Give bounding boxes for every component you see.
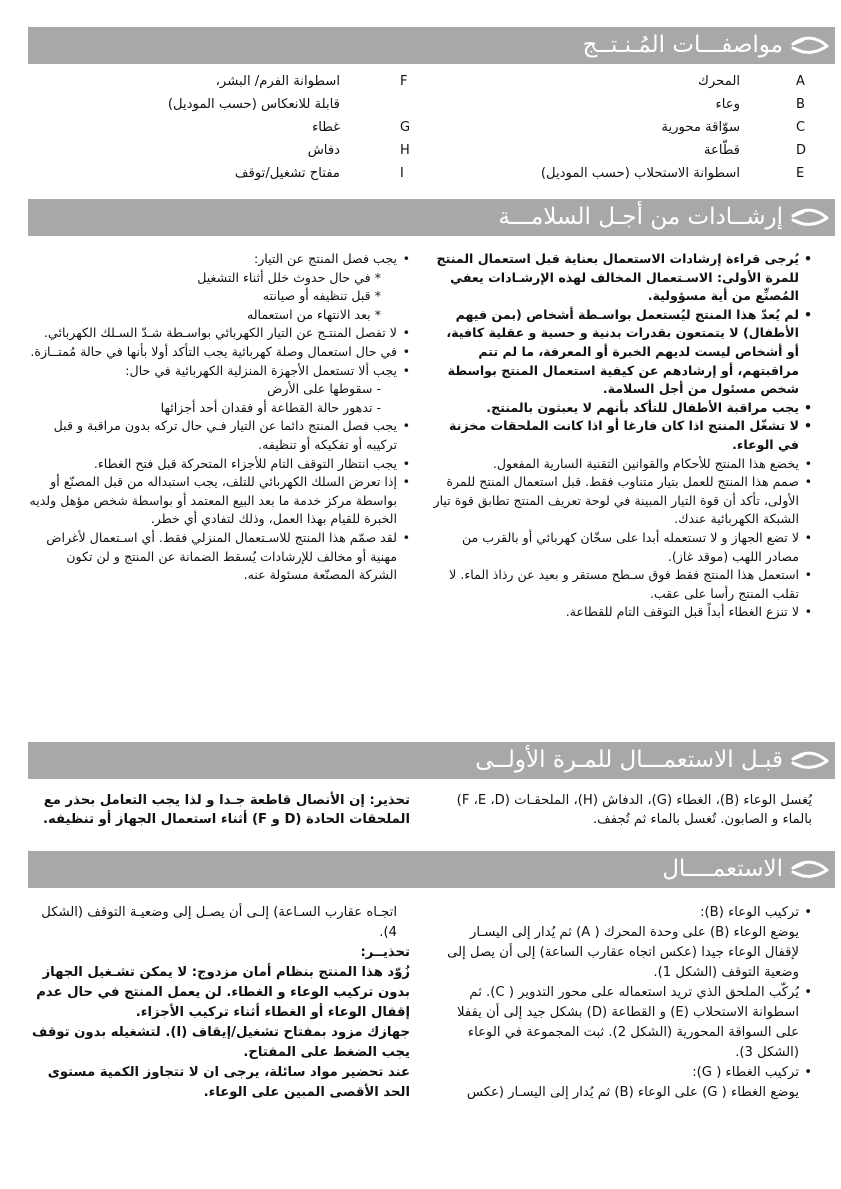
arrow-icon (789, 33, 829, 59)
sub-item: * في حال حدوث خلل أثناء التشغيل (197, 269, 381, 285)
part-label: المحرك (698, 74, 740, 89)
section-header-use (28, 851, 835, 888)
before-use-right (432, 791, 812, 829)
blade-warning: تحذير: إن الأنصال قاطعة جـدا و لذا يجب التعامل بحذر مع الملحقات الحادة (D و F) أثناء استعمال الجهاز أو تنظيفه. (42, 793, 410, 827)
assemble-bowl-title: • تركيب الوعاء (B): (700, 905, 799, 920)
lid-continuation: اتجـاه عقارب السـاعة) إلـى أن يصـل إلى وضعيـة التوقف (الشكل 4). (41, 905, 397, 940)
list-item: • استعمل هذا المنتج فقط فوق سـطح مستقر و بعيد عن رذاذ الماء. لا تقلب المنتج رأسا على عقب. (432, 566, 812, 603)
list-item: • لا تفصل المنتـج عن التيار الكهربائي بواسـطة شـدّ السـلك الكهربائي. (28, 324, 410, 343)
section-title: مواصفـــات المُـنـتــج (582, 32, 783, 58)
part-label: وعاء (715, 97, 740, 112)
list-item: • يجب فصل المنتج دائما عن التيار فـي حال تركه بدون مراقبة و قبل تركيبه أو تفكيكه أو تنظيفه. (28, 417, 410, 454)
section-title: الاستعمــــال (662, 856, 783, 882)
list-item: • في حال استعمال وصلة كهربائية يجب التأكد أولا بأنها في حالة مُمتــازة. (28, 343, 410, 362)
assemble-lid-title: • تركيب الغطاء ( G): (692, 1065, 799, 1080)
part-letter (400, 97, 414, 120)
sub-item: * بعد الانتهاء من استعماله (246, 306, 381, 322)
warning-title: تحذيــر: (360, 945, 410, 960)
use-right-column (432, 903, 812, 1103)
section-header-description (28, 27, 835, 64)
section-title: إرشــادات من أجـل السلامـــة (498, 204, 783, 230)
warning-text: جهازك مزود بمفتاح تشغيل/إيقاف (I). لتشغيله بدون توقف يجب الضغط على المفتاح. (32, 1025, 410, 1060)
part-label: اسطوانة الفرم/ البشر، (215, 74, 340, 89)
use-left-column (28, 903, 410, 1103)
list-item: • لقد صمّم هذا المنتج للاسـتعمال المنزلي فقط. أي اسـتعمال لأغراض مهنية أو مخالف للإرشادات يُسقط الضمانة عن المنتج و لن تكون الشركة المصنّعة مسئولة عنه. (28, 529, 410, 585)
part-letter: I (400, 166, 404, 181)
section-title: قبـل الاستعمـــال للمـرة الأولــى (475, 747, 783, 773)
assemble-lid-text: يوضع الغطاء ( G) على الوعاء (B) ثم يُدار إلى اليسـار (عكس (466, 1085, 799, 1100)
part-label: قابلة للانعكاس (حسب الموديل) (167, 97, 340, 112)
warning-text: عند تحضير مواد سائلة، يرجى ان لا تتجاوز الكمية مستوى الحد الأقصى المبين على الوعاء. (47, 1065, 410, 1100)
part-letter: F (400, 74, 408, 89)
list-item: • يخضع هذا المنتج للأحكام والقوانين التقنية السارية المفعول. (432, 455, 812, 474)
list-item (432, 903, 812, 983)
list-item: • لا تنزع الغطاء أبداً قبل التوقف التام للقطاعة. (432, 603, 812, 622)
safety-right-column (432, 250, 812, 622)
list-item: • يُرجى قراءة إرشادات الاستعمال بعناية قبل استعمال المنتج للمرة الأولى: الاسـتعمال المخالف لهذه الإرشـادات يعفي المُصنِّع من أية مسؤولية. (432, 250, 812, 306)
list-item: • صمم هذا المنتج للعمل بتيار متناوب فقط. قبل استعمال المنتج للمرة الأولى، تأكد أن قوة التيار المبينة في لوحة تعريف المنتج تطابق قوة تيار الشبكة الكهربائية عندك. (432, 473, 812, 529)
list-item (28, 250, 410, 324)
arrow-icon (789, 857, 829, 883)
list-item: • إذا تعرض السلك الكهربائي للتلف، يجب استبداله من قبل المصنّع أو بواسطة مركز خدمة ما بعد البيع المعتمد أو بواسطة شخص مؤهل ولديه الخبرة للقيام بهذا العمل، وذلك لتفادي أي خطر. (28, 473, 410, 529)
list-item: • لا تضع الجهاز و لا تستعمله أبدا على سخّان كهربائي أو بالقرب من مصادر اللهب (موقد غاز). (432, 529, 812, 566)
arrow-icon (789, 205, 829, 231)
part-label: سوّاقة محورية (661, 120, 740, 135)
part-letter: D (796, 143, 807, 158)
warning-text: زُوّد هذا المنتج بنظام أمان مزدوج: لا يمكن تشـغيل الجهاز بدون تركيب الوعاء و الغطاء. لن يعمل المنتج في حال عدم إقفال الوعاء أو الغطاء أثناء تركيب الأجزاء. (36, 965, 410, 1020)
sub-item: - تدهور حالة القطاعة أو فقدان أحد أجزائها (160, 399, 381, 415)
unplug-text: • يجب فصل المنتج عن التيار: (253, 251, 397, 266)
part-label: قطّاعة (703, 143, 740, 158)
part-letter: G (400, 120, 411, 135)
part-label: مفتاح تشغيل/توقف (234, 166, 340, 181)
part-letter: H (400, 143, 410, 158)
list-item (432, 1063, 812, 1103)
do-not-use-text: • يجب ألا تستعمل الأجهزة المنزلية الكهربائية في حال: (125, 362, 397, 378)
list-item: • لم يُعدّ هذا المنتج ليُستعمل بواسـطة أشخاص (بمن فيهم الأطفال) لا يتمتعون بقدرات بدنية و حسية و عقلية كافية، أو أشخاص ليست لديهم الخبرة أو المعرفة، ما لم تتم مراقبتهم، أو إرشادهم عن كيفية استعمال المنتج بواسطة شخص مسئول من أجل السلامة. (432, 306, 812, 399)
part-label: دفاش (307, 143, 340, 158)
sub-item: - سقوطها على الأرض (267, 381, 381, 397)
list-item: • يجب انتظار التوقف التام للأجزاء المتحركة قبل فتح الغطاء. (28, 455, 410, 474)
before-use-left (28, 791, 410, 829)
part-letter: A (796, 74, 805, 89)
sub-item: * قبل تنظيفه أو صيانته (262, 288, 381, 304)
part-letter: E (796, 166, 805, 181)
list-item: • يُركّب الملحق الذي تريد استعماله على محور التدوير ( C). ثم اسطوانة الاستحلاب (E) و القطاعة (D) بشكل جيد إلى أن يقفلا على السواقة المحورية (الشكل 2). ثبت المجموعة في الوعاء (الشكل 3). (432, 983, 812, 1063)
section-header-safety (28, 199, 835, 236)
list-item (28, 362, 410, 418)
part-letter: B (796, 97, 805, 112)
section-header-before-first-use (28, 742, 835, 779)
list-item: • يجب مراقبة الأطفال للتأكد بأنهم لا يعبثون بالمنتج. (432, 399, 812, 418)
safety-left-column (28, 250, 410, 585)
assemble-bowl-text: يوضع الوعاء (B) على وحدة المحرك ( A) ثم يُدار إلى اليسـار لإقفال الوعاء جيدا (عكس اتجاه عقارب الساعة) إلى أن يصل إلى وضعية التوقف (الشكل 1). (447, 925, 799, 980)
part-label: اسطوانة الاستحلاب (حسب الموديل) (540, 166, 740, 181)
wash-instructions: يُغسل الوعاء (B)، الغطاء (G)، الدفاش (H)، الملحقـات (F ،E ،D) بالماء و الصابون. تُغسل بالماء ثم تُجفف. (456, 793, 812, 827)
part-letter: C (796, 120, 806, 135)
part-label: غطاء (312, 120, 340, 135)
list-item: • لا تشغّل المنتج اذا كان فارغا أو اذا كانت الملحقات مخزنة في الوعاء. (432, 417, 812, 454)
arrow-icon (789, 748, 829, 774)
